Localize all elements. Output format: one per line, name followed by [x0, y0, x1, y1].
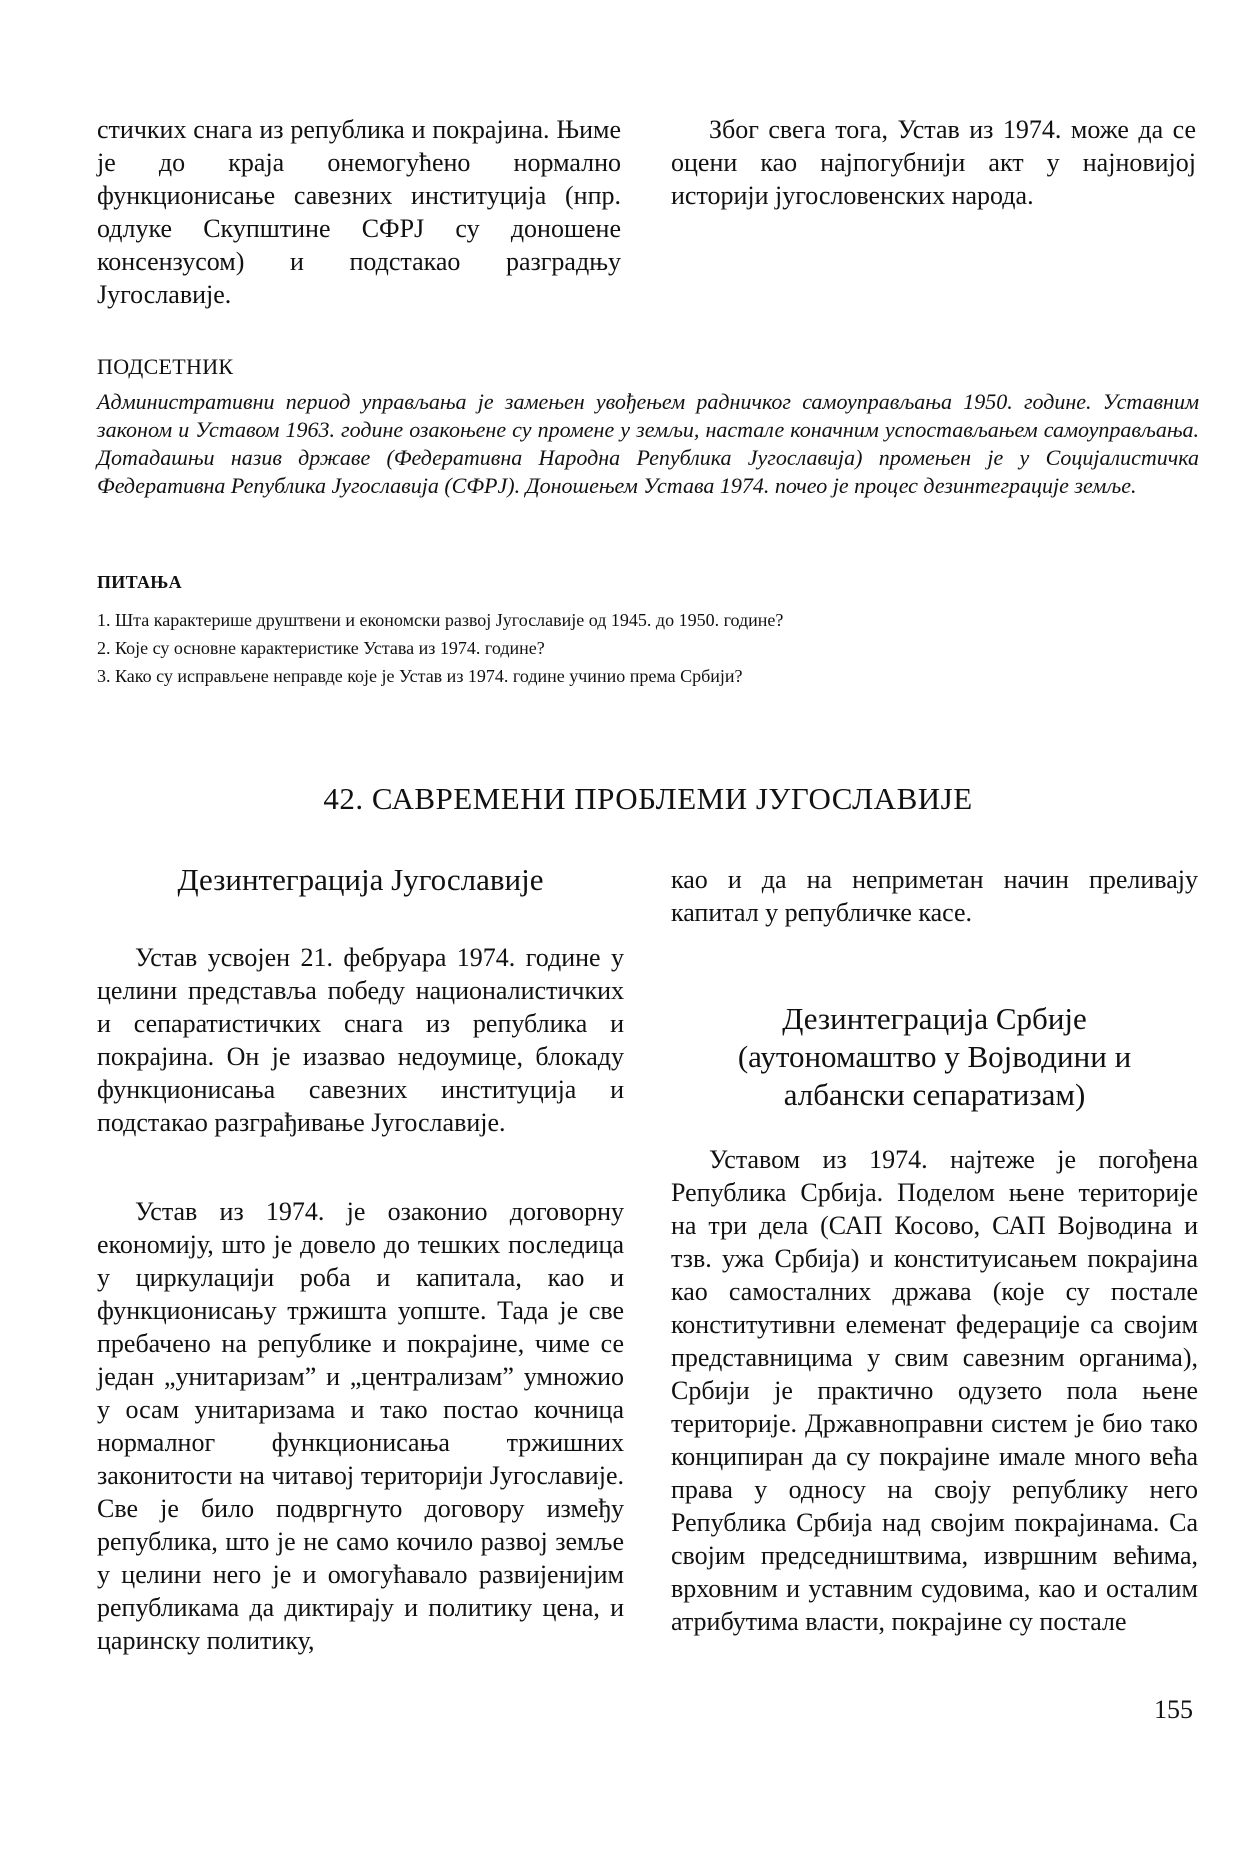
- questions-list: [97, 606, 1197, 690]
- right-section-heading: [671, 1000, 1198, 1114]
- page-number: 155: [1154, 1695, 1193, 1724]
- right-paragraph: Уставом из 1974. најтеже је погођена Република Србија. Поделом њене територије на три дела (САП Косово, САП Војводина и тзв. ужа Србија) и конституисањем покрајина као самосталних држава (које су постале конститутивни елеменат федерације са својим представницима у свим савезним органима), Србији је практично одузето пола њене територије. Државноправни систем је био тако конципиран да су покрајине имале много већа права у односу на своју републику него Република Србија над својим покрајинама. Са својим председништвима, извршним већима, врховним и уставним судовима, као и осталим атрибутима власти, покрајине су постале: [671, 1145, 1198, 1636]
- left-section-heading: Дезинтеграција Југославије: [177, 862, 544, 897]
- question-item: 3. Како су исправљене неправде које је Устав из 1974. године учинио према Србији?: [97, 666, 743, 686]
- reminder-label: ПОДСЕТНИК: [97, 354, 234, 379]
- chapter-title: 42. САВРЕМЕНИ ПРОБЛЕМИ ЈУГОСЛАВИЈЕ: [323, 781, 973, 816]
- top-left-paragraph: стичких снага из република и покрајина. Њиме је до краја онемогућено нормално функционисање савезних институција (нпр. одлуке Скупштине СФРЈ су доношене консензусом) и подстакао разградњу Југославије.: [97, 115, 621, 309]
- right-heading-line-2: (аутономаштво у Војводини и: [737, 1039, 1132, 1074]
- reminder-text: Административни период управљања је замењен увођењем радничког самоуправљања 1950. године. Уставним законом и Уставом 1963. године озакоњене су промене у земљи, настале коначним успостављањем самоуправљања. Дотадашњи назив државе (Федеративна Народна Република Југославија) промењен је у Социјалистичка Федеративна Република Југославија (СФРЈ). Доношењем Устава 1974. почео је процес дезинтеграције земље.: [97, 389, 1199, 498]
- right-heading-line-3: албански сепаратизам): [783, 1077, 1086, 1112]
- top-right-paragraph: Због свега тога, Устав из 1974. може да се оцени као најпогубнији акт у најновијој историји југословенских народа.: [671, 115, 1196, 210]
- right-heading-line-1: Дезинтеграција Србије: [782, 1001, 1087, 1036]
- questions-heading: ПИТАЊА: [97, 572, 182, 592]
- left-paragraph-1: Устав усвојен 21. фебруара 1974. године у целини представља победу националистичких и сепаратистичких снага из република и покрајина. Он је изазвао недоумице, блокаду функционисања савезних институција и подстакао разграђивање Југославије.: [97, 943, 624, 1137]
- question-item: 2. Које су основне карактеристике Устава из 1974. године?: [97, 638, 545, 658]
- left-paragraph-2: Устав из 1974. је озаконио договорну економију, што је довело до тешких последица у циркулацији роба и капитала, као и функционисању тржишта уопште. Тада је све пребачено на републике и покрајине, чиме се један „унитаризам” и „централизам” умножио у осам унитаризама и тако постао кочница нормалног функционисања тржишних законитости на читавој територији Југославије. Све је било подвргнуто договору између република, што је не само кочило развој земље у целини него је и омогућавало развијенијим републикама да диктирају и политику цена, и царинску политику,: [97, 1197, 624, 1655]
- question-item: 1. Шта карактерише друштвени и економски развој Југославије од 1945. до 1950. године?: [97, 610, 784, 630]
- right-continuation: као и да на неприметан начин преливају капитал у републичке касе.: [671, 865, 1198, 927]
